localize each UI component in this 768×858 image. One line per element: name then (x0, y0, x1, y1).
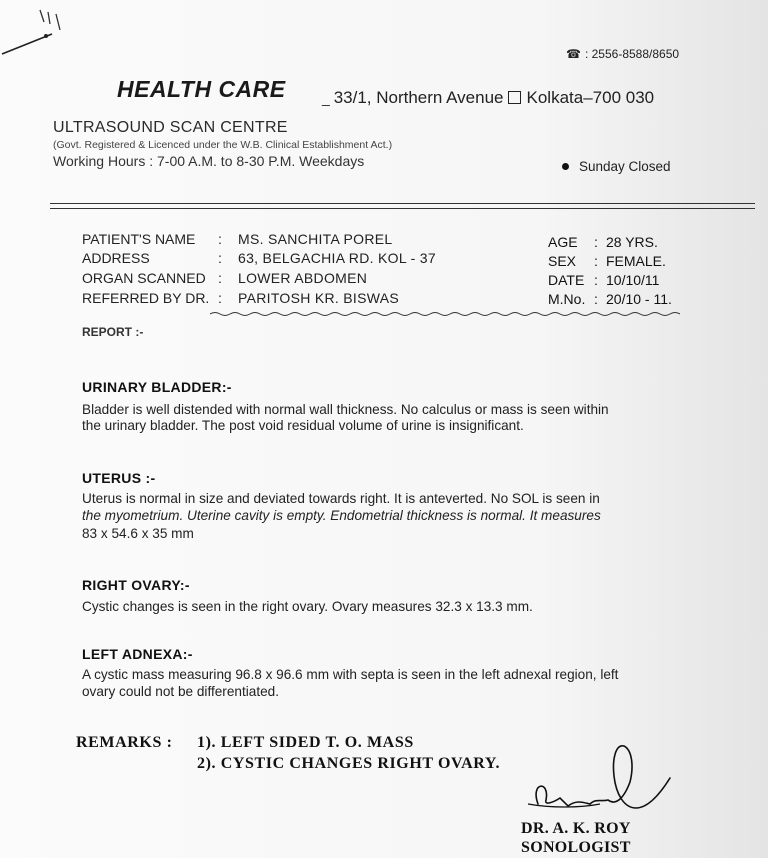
organ-value: LOWER ABDOMEN (238, 270, 368, 286)
centre-name: ULTRASOUND SCAN CENTRE (53, 119, 288, 136)
colon-mark: : (594, 291, 598, 307)
left-adnexa-heading: LEFT ADNEXA:- (82, 646, 193, 662)
uterus-heading: UTERUS :- (82, 470, 156, 486)
colon-mark: : (594, 272, 598, 288)
bullet-icon (562, 163, 569, 170)
telephone-icon: ☎ (566, 47, 581, 61)
mno-value: 20/10 - 11. (606, 291, 672, 307)
date-label: DATE (548, 272, 585, 288)
referred-label: REFERRED BY DR. (82, 290, 210, 306)
colon-mark: : (218, 250, 222, 266)
age-value: 28 YRS. (606, 234, 658, 250)
doctor-title: SONOLOGIST (521, 839, 631, 856)
left-adnexa-line-1: A cystic mass measuring 96.8 x 96.6 mm with septa is seen in the left adnexal region, left (82, 667, 619, 682)
phone-number: ☎ : 2556-8588/8650 (566, 47, 680, 61)
header-divider-top (50, 203, 755, 204)
left-adnexa-line-2: ovary could not be differentiated. (82, 684, 279, 699)
right-ovary-line-1: Cystic changes is seen in the right ovary. Ovary measures 32.3 x 13.3 mm. (82, 599, 533, 614)
clinic-address: _ 33/1, Northern Avenue Kolkata–700 030 (322, 88, 655, 107)
colon-mark: : (218, 270, 222, 286)
remarks-item-2: 2). CYSTIC CHANGES RIGHT OVARY. (197, 755, 501, 772)
age-label: AGE (548, 234, 578, 250)
urinary-line-2: the urinary bladder. The post void residual volume of urine is insignificant. (82, 418, 524, 433)
date-value: 10/10/11 (606, 272, 660, 288)
urinary-bladder-heading: URINARY BLADDER:- (82, 379, 232, 395)
remarks-label: REMARKS : (76, 734, 173, 751)
organ-label: ORGAN SCANNED (82, 270, 206, 286)
clinic-brand: HEALTH CARE (117, 76, 286, 102)
patient-name-label: PATIENT'S NAME (82, 231, 196, 247)
doctor-name: DR. A. K. ROY (521, 820, 631, 837)
sunday-notice: Sunday Closed (562, 159, 671, 174)
uterus-line-3: 83 x 54.6 x 35 mm (82, 526, 194, 541)
registration-note: (Govt. Registered & Licenced under the W.B. Clinical Establishment Act.) (53, 139, 393, 151)
uterus-line-1: Uterus is normal in size and deviated towards right. It is anteverted. No SOL is seen in (82, 491, 600, 506)
colon-mark: : (218, 231, 222, 247)
header-divider-bottom (50, 208, 755, 209)
box-bullet-icon (508, 91, 521, 104)
patient-name-value: MS. SANCHITA POREL (238, 231, 393, 247)
address-value: 63, BELGACHIA RD. KOL - 37 (238, 250, 436, 266)
colon-mark: : (594, 234, 598, 250)
urinary-line-1: Bladder is well distended with normal wall thickness. No calculus or mass is seen within (82, 402, 609, 417)
uterus-line-2: the myometrium. Uterine cavity is empty. Endometrial thickness is normal. It measures (82, 508, 601, 523)
wavy-underline (210, 311, 680, 317)
sex-value: FEMALE. (606, 253, 666, 269)
working-hours: Working Hours : 7-00 A.M. to 8-30 P.M. Weekdays (53, 153, 365, 169)
report-title: REPORT :- (82, 325, 144, 339)
handwritten-signature (520, 742, 690, 822)
colon-mark: : (218, 290, 222, 306)
pen-scribble (0, 0, 80, 60)
mno-label: M.No. (548, 291, 586, 307)
address-label: ADDRESS (82, 250, 150, 266)
remarks-item-1: 1). LEFT SIDED T. O. MASS (197, 734, 414, 751)
colon-mark: : (594, 253, 598, 269)
right-ovary-heading: RIGHT OVARY:- (82, 577, 190, 593)
referred-value: PARITOSH KR. BISWAS (238, 290, 400, 306)
sex-label: SEX (548, 253, 577, 269)
